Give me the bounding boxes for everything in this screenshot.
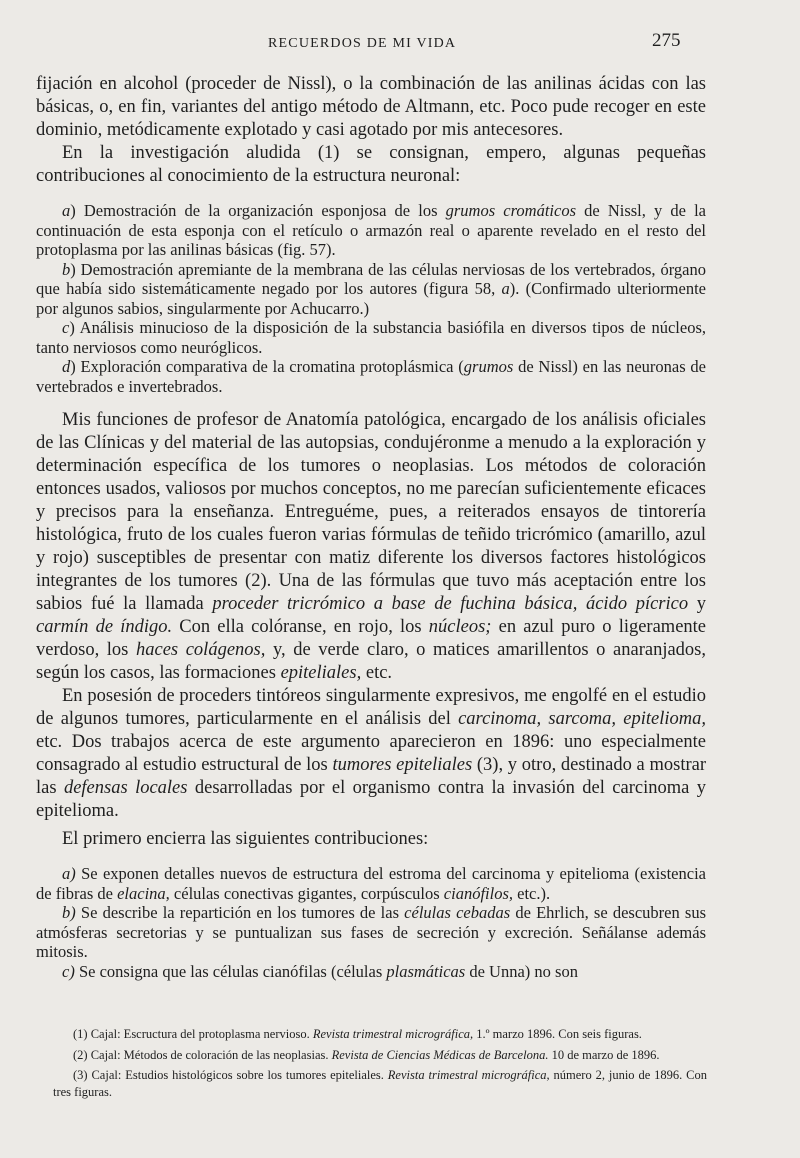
text-run: (1) Cajal: Escructura del protoplasma nervioso. [73, 1027, 313, 1041]
text-run: ) Demostración de la organización esponjosa de los [70, 201, 446, 220]
enumerated-item [36, 357, 706, 396]
text-run: En la investigación aludida (1) se consignan, empero, algunas pequeñas contribuciones al conocimiento de la estructura neuronal: [36, 143, 706, 186]
text-run: de Nissl) en las neuronas de vertebrados e invertebrados. [36, 357, 706, 396]
text-run: etc. [361, 663, 393, 683]
text-run: y [688, 594, 706, 614]
italic-text-run: a [501, 279, 510, 298]
italic-text-run: c) [62, 961, 75, 981]
italic-text-run: carcinoma, sarcoma, epitelioma, [458, 709, 706, 729]
footnotes [53, 1026, 707, 1104]
italic-text-run: b) [62, 903, 76, 922]
text-run: de Ehrlich, se descubren sus atmósferas secretorias y se puntualizan sus fases de secreción y excreción. Señálanse además mitosis. [36, 903, 706, 961]
enumerated-item [36, 864, 706, 903]
text-run: ). (Confirmado ulteriormente por algunos sabios, singularmente por Achucarro.) [36, 279, 706, 318]
text-run: Mis funciones de profesor de Anatomía patológica, encargado de los análisis oficiales de las Clínicas y del material de las autopsias, condujéronme a menudo a la exploración y determinación específica de los tumores o neoplasias. Los métodos de coloración entonces usados, valiosos por muchos conceptos, no me parecían suficientemente eficaces y precisos para la enseñanza. Entreguéme, pues, a reiterados ensayos de tintorería histológica, fruto de los cuales fueron varias fórmulas de teñido tricrómico (amarillo, azul y rojo) susceptibles de presentar con matiz diferente los diversos factores histológicos integrantes de los tumores (2). Una de las fórmulas que tuvo más aceptación entre los sabios fué la llamada [36, 410, 706, 614]
enumerated-item [36, 903, 706, 962]
italic-text-run: cianófilos, [443, 883, 514, 903]
enumerated-item [36, 318, 706, 357]
spacer [36, 851, 706, 864]
body-text [36, 73, 706, 981]
text-run: El primero encierra las siguientes contribuciones: [62, 829, 429, 849]
italic-text-run: a) [62, 864, 76, 883]
text-run: fijación en alcohol (proceder de Nissl), o la combinación de las anilinas ácidas con las básicas, o, en fin, variantes del antigo método de Altmann, etc. Poco pude recoger en este dominio, metódicamente explotado y casi agotado por mis antecesores. [36, 74, 706, 140]
text-run: células conectivas gigantes, corpúsculos [169, 883, 444, 903]
paragraph [36, 409, 706, 685]
paragraph [36, 73, 706, 142]
text-run: 10 de marzo de 1896. [548, 1047, 660, 1062]
italic-text-run: plasmáticas [386, 961, 466, 981]
text-run: desarrolladas por el organismo contra la invasión del carcinoma y epitelioma. [36, 778, 706, 821]
text-run: etc.). [513, 883, 551, 903]
italic-text-run: Revista de Ciencias Médicas de Barcelona. [331, 1047, 549, 1062]
italic-text-run: tumores epiteliales [332, 755, 473, 775]
paragraph [36, 828, 706, 851]
italic-text-run: elacina, [117, 883, 170, 903]
italic-text-run: células cebadas [404, 903, 511, 922]
text-run: En posesión de proceders tintóreos singularmente expresivos, me engolfé en el estudio de algunos tumores, particularmente en el análisis del [36, 686, 706, 729]
text-run: Se consigna que las células cianófilas (células [74, 961, 387, 981]
footnote [53, 1047, 707, 1064]
italic-text-run: carmín de índigo. [36, 617, 173, 637]
text-run: de Nissl, y de la continuación de esta esponja con el retículo o armazón real o aparente revelado en el resto del protoplasma por las anilinas básicas (fig. 57). [36, 201, 707, 259]
text-run: número 2, junio de 1896. Con tres figuras. [53, 1068, 708, 1099]
page-header [0, 30, 800, 56]
text-run: y, de verde claro, o matices amarillentos o anaranjados, según los casos, las formaciones [36, 640, 706, 683]
text-run: Con ella colóranse, en rojo, los [172, 617, 429, 637]
enumerated-item [36, 201, 706, 260]
italic-text-run: b [62, 259, 71, 279]
italic-text-run: haces colágenos, [136, 640, 266, 660]
spacer [36, 396, 706, 409]
text-run: ) Demostración apremiante de la membrana de las células nerviosas de los vertebrados, órgano que había sido sistemáticamente negado por los autores (figura 58, [36, 259, 706, 298]
footnote [53, 1026, 707, 1043]
enumerated-item [36, 260, 706, 319]
italic-text-run: c [62, 318, 70, 337]
italic-text-run: d [62, 357, 71, 376]
paragraph [36, 142, 706, 188]
spacer [36, 188, 706, 201]
enumerated-item [36, 962, 706, 982]
text-run: ) Análisis minucioso de la disposición de la substancia basiófila en diversos tipos de núcleos, tanto nerviosos como neuróglicos. [36, 318, 706, 357]
text-run: (2) Cajal: Métodos de coloración de las neoplasias. [73, 1047, 332, 1062]
text-run: etc. Dos trabajos acerca de este argumento aparecieron en 1896: uno especialmente consagrado al estudio estructural de los [36, 732, 706, 775]
text-run: Se describe la repartición en los tumores de las [75, 903, 405, 922]
paragraph [36, 685, 706, 823]
italic-text-run: grumos [463, 357, 514, 376]
text-run: 1.º marzo 1896. Con seis figuras. [473, 1027, 642, 1041]
text-run: Se exponen detalles nuevos de estructura del estroma del carcinoma y epitelioma (existencia de fibras de [36, 864, 706, 903]
italic-text-run: grumos cromáticos [445, 201, 576, 220]
footnote [53, 1067, 707, 1100]
text-run: (3) Cajal: Estudios histológicos sobre los tumores epiteliales. [73, 1068, 388, 1082]
italic-text-run: núcleos; [428, 617, 492, 637]
page-number: 275 [652, 30, 681, 51]
italic-text-run: Revista trimestral micrográfica, [387, 1068, 550, 1082]
text-run: en azul puro o ligeramente verdoso, los [36, 617, 707, 660]
italic-text-run: proceder tricrómico a base de fuchina básica, ácido pícrico [212, 594, 689, 614]
text-run: ) Exploración comparativa de la cromatina protoplásmica ( [70, 357, 464, 376]
italic-text-run: a [62, 201, 71, 220]
running-head: RECUERDOS DE MI VIDA [268, 36, 457, 51]
italic-text-run: Revista trimestral micrográfica, [312, 1027, 474, 1041]
italic-text-run: epiteliales, [280, 663, 362, 683]
italic-text-run: defensas locales [63, 778, 188, 798]
text-run: de Unna) no son [465, 961, 578, 981]
text-run: (3), y otro, destinado a mostrar las [36, 755, 706, 798]
